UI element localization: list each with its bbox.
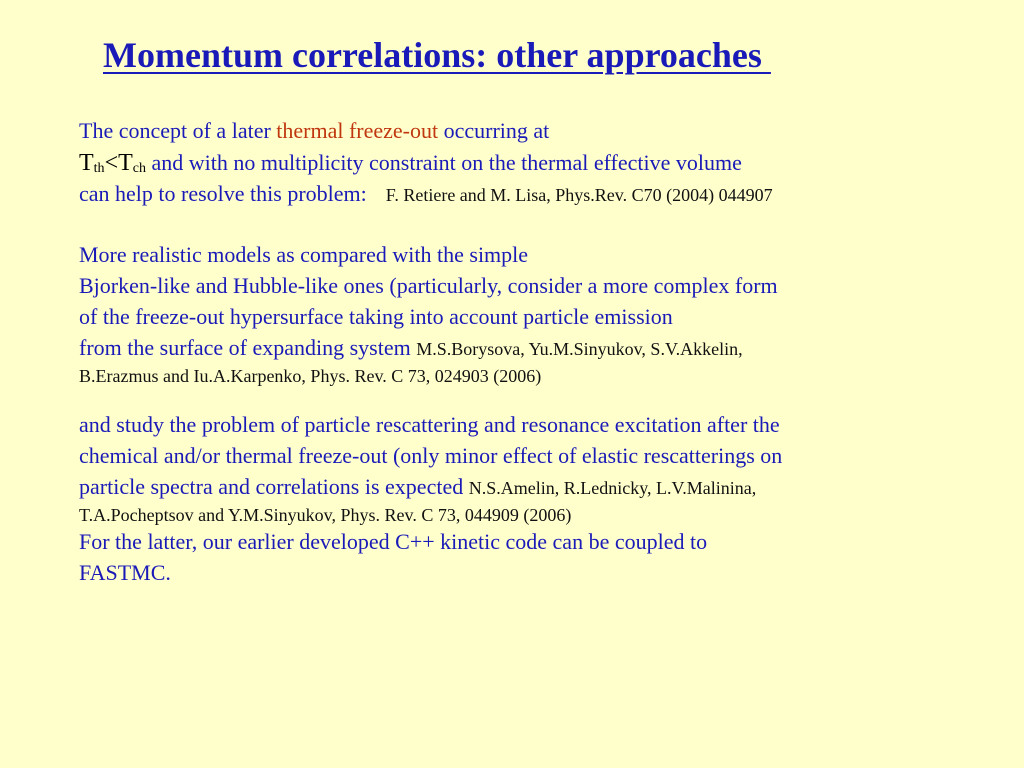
reference-amelin-1: N.S.Amelin, R.Lednicky, L.V.Malinina, [468,478,757,498]
p2-line-5 [79,362,541,389]
p1-line-1-text-a: The concept of a later [79,118,277,143]
p3-line-1: and study the problem of particle rescattering and resonance excitation after the [79,412,780,437]
p3-line-4 [79,501,571,528]
reference-borysova-2: B.Erazmus and Iu.A.Karpenko, Phys. Rev. C 73, 024903 (2006) [79,366,542,386]
p1-line-2 [79,150,742,180]
p2-line-1: More realistic models as compared with the simple [79,242,529,267]
p3-line-3 [79,474,756,501]
p1-line-2-text: and with no multiplicity constraint on the thermal effective volume [146,150,742,175]
p3-line-6: FASTMC. [79,560,171,585]
p3-line-3-text: particle spectra and correlations is expected [79,474,464,499]
p2-line-4 [79,335,743,362]
p1-line-3 [79,181,773,208]
p2-line-4-text: from the surface of expanding system [79,335,411,360]
p1-line-3-text: can help to resolve this problem: [79,181,367,206]
p2-line-3: of the freeze-out hypersurface taking into account particle emission [79,304,673,329]
reference-retiere-lisa: F. Retiere and M. Lisa, Phys.Rev. C70 (2004) 044907 [385,185,773,205]
temperature-symbol-2: T [118,150,133,176]
p3-line-5: For the latter, our earlier developed C++ kinetic code can be coupled to [79,529,708,554]
p1-line-1 [79,118,549,144]
reference-borysova-1: M.S.Borysova, Yu.M.Sinyukov, S.V.Akkelin, [416,339,743,359]
reference-amelin-2: T.A.Pocheptsov and Y.M.Sinyukov, Phys. Rev. C 73, 044909 (2006) [79,505,572,525]
subscript-ch: ch [132,161,146,176]
p2-line-2: Bjorken-like and Hubble-like ones (particularly, consider a more complex form [79,273,778,298]
slide-title: Momentum correlations: other approaches [103,35,771,75]
thermal-freeze-out-highlight: thermal freeze-out [276,118,439,143]
p3-line-2: chemical and/or thermal freeze-out (only minor effect of elastic rescatterings on [79,443,783,468]
p1-line-1-text-b: occurring at [438,118,550,143]
subscript-th: th [93,161,105,176]
temperature-symbol-1: T [79,150,94,176]
less-than-symbol: < [104,150,119,176]
